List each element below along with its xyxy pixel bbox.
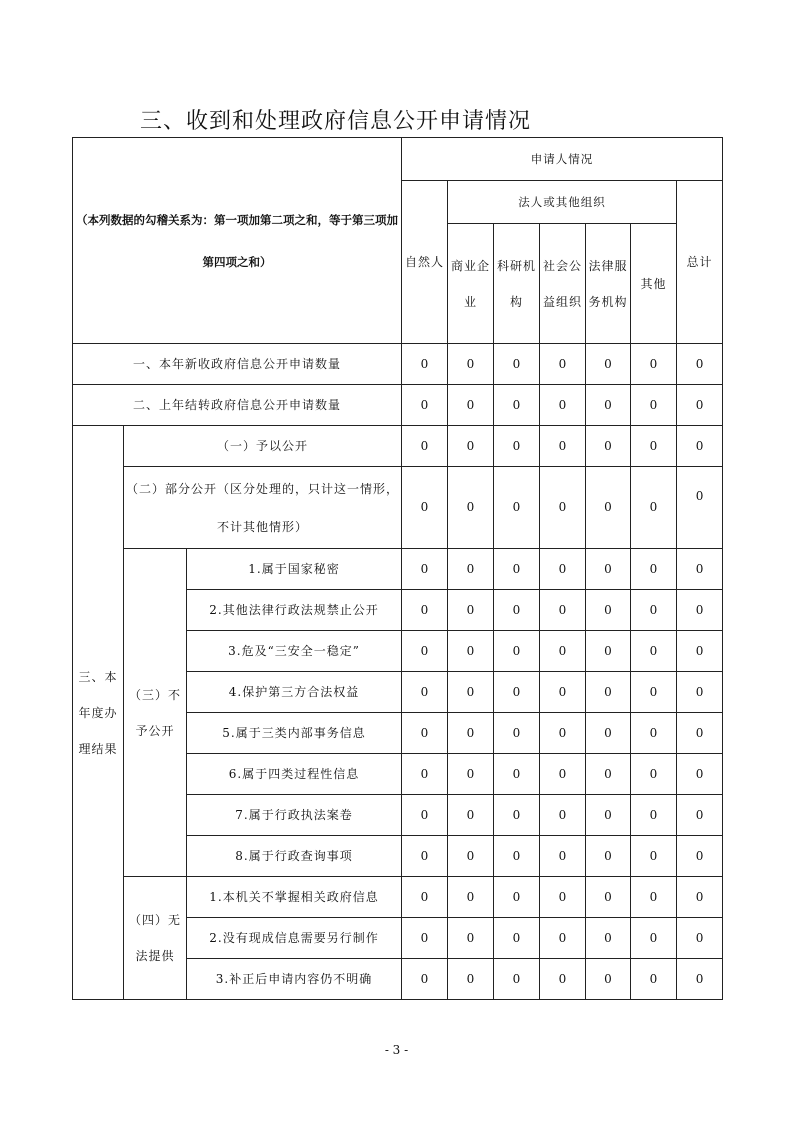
row-label: 4.保护第三方合法权益 bbox=[187, 672, 402, 713]
value-cell: 0 bbox=[677, 590, 723, 631]
legal-group-header: 法人或其他组织 bbox=[448, 181, 677, 224]
value-cell: 0 bbox=[494, 426, 540, 467]
value-cell: 0 bbox=[494, 713, 540, 754]
value-cell: 0 bbox=[631, 713, 677, 754]
value-cell: 0 bbox=[402, 549, 448, 590]
value-cell: 0 bbox=[540, 672, 586, 713]
table-row bbox=[73, 344, 723, 385]
value-cell: 0 bbox=[677, 344, 723, 385]
applicant-header: 申请人情况 bbox=[402, 138, 723, 181]
row-label: 3.补正后申请内容仍不明确 bbox=[187, 959, 402, 1000]
row-label: 6.属于四类过程性信息 bbox=[187, 754, 402, 795]
value-cell: 0 bbox=[540, 631, 586, 672]
value-cell: 0 bbox=[677, 836, 723, 877]
value-cell: 0 bbox=[448, 344, 494, 385]
value-cell: 0 bbox=[494, 590, 540, 631]
total-header: 总计 bbox=[677, 181, 723, 344]
value-cell: 0 bbox=[494, 631, 540, 672]
social-header: 社会公益组织 bbox=[540, 224, 586, 344]
value-cell: 0 bbox=[677, 467, 723, 549]
value-cell: 0 bbox=[586, 549, 631, 590]
value-cell: 0 bbox=[586, 959, 631, 1000]
value-cell: 0 bbox=[402, 467, 448, 549]
value-cell: 0 bbox=[494, 344, 540, 385]
value-cell: 0 bbox=[540, 467, 586, 549]
value-cell: 0 bbox=[631, 549, 677, 590]
value-cell: 0 bbox=[677, 754, 723, 795]
table-row bbox=[73, 549, 723, 590]
row-label: 3.危及“三安全一稳定” bbox=[187, 631, 402, 672]
value-cell: 0 bbox=[631, 467, 677, 549]
table-note: （本列数据的勾稽关系为：第一项加第二项之和，等于第三项加第四项之和） bbox=[73, 138, 402, 344]
value-cell: 0 bbox=[677, 426, 723, 467]
table-row bbox=[73, 385, 723, 426]
value-cell: 0 bbox=[494, 754, 540, 795]
value-cell: 0 bbox=[631, 754, 677, 795]
value-cell: 0 bbox=[540, 959, 586, 1000]
value-cell: 0 bbox=[631, 918, 677, 959]
value-cell: 0 bbox=[677, 631, 723, 672]
value-cell: 0 bbox=[586, 836, 631, 877]
value-cell: 0 bbox=[586, 631, 631, 672]
row-label: 1.本机关不掌握相关政府信息 bbox=[187, 877, 402, 918]
value-cell: 0 bbox=[494, 795, 540, 836]
value-cell: 0 bbox=[402, 590, 448, 631]
value-cell: 0 bbox=[494, 918, 540, 959]
row-label: 5.属于三类内部事务信息 bbox=[187, 713, 402, 754]
value-cell: 0 bbox=[448, 467, 494, 549]
value-cell: 0 bbox=[402, 918, 448, 959]
value-cell: 0 bbox=[586, 754, 631, 795]
row-label: 1.属于国家秘密 bbox=[187, 549, 402, 590]
value-cell: 0 bbox=[402, 959, 448, 1000]
value-cell: 0 bbox=[540, 836, 586, 877]
value-cell: 0 bbox=[677, 918, 723, 959]
value-cell: 0 bbox=[586, 795, 631, 836]
research-header: 科研机构 bbox=[494, 224, 540, 344]
natural-person-header: 自然人 bbox=[402, 181, 448, 344]
value-cell: 0 bbox=[448, 426, 494, 467]
value-cell: 0 bbox=[586, 590, 631, 631]
value-cell: 0 bbox=[586, 713, 631, 754]
value-cell: 0 bbox=[448, 795, 494, 836]
table-row bbox=[73, 426, 723, 467]
disclosure-requests-table bbox=[72, 137, 723, 1000]
legal-service-header: 法律服务机构 bbox=[586, 224, 631, 344]
value-cell: 0 bbox=[677, 795, 723, 836]
value-cell: 0 bbox=[402, 631, 448, 672]
value-cell: 0 bbox=[402, 836, 448, 877]
value-cell: 0 bbox=[402, 795, 448, 836]
value-cell: 0 bbox=[402, 754, 448, 795]
value-cell: 0 bbox=[540, 877, 586, 918]
page-title: 三、收到和处理政府信息公开申请情况 bbox=[140, 109, 532, 134]
value-cell: 0 bbox=[448, 549, 494, 590]
value-cell: 0 bbox=[448, 672, 494, 713]
row-label: 2.没有现成信息需要另行制作 bbox=[187, 918, 402, 959]
value-cell: 0 bbox=[540, 426, 586, 467]
value-cell: 0 bbox=[677, 713, 723, 754]
value-cell: 0 bbox=[402, 713, 448, 754]
value-cell: 0 bbox=[448, 385, 494, 426]
page-number: - 3 - bbox=[384, 1043, 409, 1057]
value-cell: 0 bbox=[540, 590, 586, 631]
value-cell: 0 bbox=[677, 672, 723, 713]
row-label: 7.属于行政执法案卷 bbox=[187, 795, 402, 836]
value-cell: 0 bbox=[677, 385, 723, 426]
value-cell: 0 bbox=[631, 672, 677, 713]
value-cell: 0 bbox=[494, 385, 540, 426]
value-cell: 0 bbox=[540, 754, 586, 795]
value-cell: 0 bbox=[448, 836, 494, 877]
results-group-label: 三、本年度办理结果 bbox=[73, 426, 124, 1000]
value-cell: 0 bbox=[586, 877, 631, 918]
value-cell: 0 bbox=[631, 959, 677, 1000]
value-cell: 0 bbox=[631, 836, 677, 877]
value-cell: 0 bbox=[448, 713, 494, 754]
value-cell: 0 bbox=[448, 877, 494, 918]
value-cell: 0 bbox=[540, 549, 586, 590]
value-cell: 0 bbox=[586, 672, 631, 713]
value-cell: 0 bbox=[631, 426, 677, 467]
value-cell: 0 bbox=[448, 590, 494, 631]
value-cell: 0 bbox=[494, 877, 540, 918]
value-cell: 0 bbox=[586, 344, 631, 385]
value-cell: 0 bbox=[494, 549, 540, 590]
table-row bbox=[73, 467, 723, 549]
value-cell: 0 bbox=[402, 385, 448, 426]
value-cell: 0 bbox=[540, 918, 586, 959]
row-label: 2.其他法律行政法规禁止公开 bbox=[187, 590, 402, 631]
table-row bbox=[73, 877, 723, 918]
value-cell: 0 bbox=[540, 344, 586, 385]
row-label: （一）予以公开 bbox=[124, 426, 402, 467]
value-cell: 0 bbox=[631, 590, 677, 631]
value-cell: 0 bbox=[540, 795, 586, 836]
value-cell: 0 bbox=[494, 672, 540, 713]
commercial-header: 商业企业 bbox=[448, 224, 494, 344]
value-cell: 0 bbox=[402, 877, 448, 918]
value-cell: 0 bbox=[631, 631, 677, 672]
value-cell: 0 bbox=[631, 795, 677, 836]
value-cell: 0 bbox=[586, 467, 631, 549]
other-header: 其他 bbox=[631, 224, 677, 344]
value-cell: 0 bbox=[494, 836, 540, 877]
value-cell: 0 bbox=[586, 918, 631, 959]
value-cell: 0 bbox=[494, 467, 540, 549]
value-cell: 0 bbox=[540, 385, 586, 426]
value-cell: 0 bbox=[631, 344, 677, 385]
value-cell: 0 bbox=[586, 426, 631, 467]
value-cell: 0 bbox=[631, 877, 677, 918]
value-cell: 0 bbox=[402, 426, 448, 467]
value-cell: 0 bbox=[677, 959, 723, 1000]
value-cell: 0 bbox=[448, 918, 494, 959]
value-cell: 0 bbox=[631, 385, 677, 426]
value-cell: 0 bbox=[402, 672, 448, 713]
withheld-group-label: （三）不予公开 bbox=[124, 549, 187, 877]
row-label: 一、本年新收政府信息公开申请数量 bbox=[73, 344, 402, 385]
value-cell: 0 bbox=[448, 754, 494, 795]
row-label: 二、上年结转政府信息公开申请数量 bbox=[73, 385, 402, 426]
value-cell: 0 bbox=[540, 713, 586, 754]
value-cell: 0 bbox=[448, 959, 494, 1000]
row-label: （二）部分公开（区分处理的，只计这一情形，不计其他情形） bbox=[124, 467, 402, 549]
value-cell: 0 bbox=[402, 344, 448, 385]
value-cell: 0 bbox=[448, 631, 494, 672]
value-cell: 0 bbox=[677, 549, 723, 590]
value-cell: 0 bbox=[494, 959, 540, 1000]
value-cell: 0 bbox=[677, 877, 723, 918]
unavailable-group-label: （四）无法提供 bbox=[124, 877, 187, 1000]
value-cell: 0 bbox=[586, 385, 631, 426]
row-label: 8.属于行政查询事项 bbox=[187, 836, 402, 877]
